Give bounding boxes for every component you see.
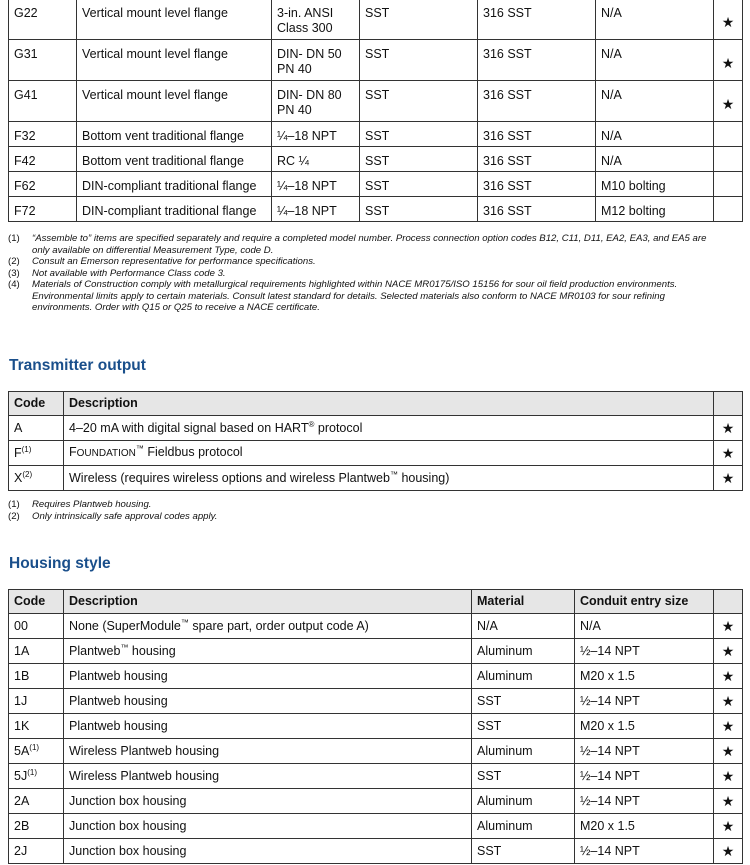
code-text: 5A: [14, 743, 30, 758]
description-cell: Plantweb housing: [64, 714, 472, 739]
flange-table-body: [9, 0, 743, 222]
footnote: [8, 256, 708, 268]
table-row: [9, 441, 743, 466]
footnote: [8, 268, 708, 280]
table-row: [9, 764, 743, 789]
table-row: [9, 639, 743, 664]
material-cell: SST: [360, 40, 478, 81]
material-cell: SST: [472, 839, 575, 864]
material-cell: Aluminum: [472, 814, 575, 839]
material-cell: SST: [360, 197, 478, 222]
star-icon: ★: [714, 839, 743, 864]
output-footnotes: [8, 499, 708, 522]
star-icon: ★: [714, 639, 743, 664]
conduit-cell: ½–14 NPT: [575, 764, 714, 789]
star-icon: ★: [714, 739, 743, 764]
table-row: [9, 739, 743, 764]
col-code-header: Code: [9, 392, 64, 416]
description-cell: 4–20 mA with digital signal based on HART® protocol: [64, 416, 714, 441]
code-cell: [9, 664, 64, 689]
material-cell: Aluminum: [472, 664, 575, 689]
conduit-cell: N/A: [575, 614, 714, 639]
description-cell: Junction box housing: [64, 814, 472, 839]
code-cell: 1A: [9, 639, 64, 664]
table-row: [9, 40, 743, 81]
connection-cell: ¼–18 NPT: [272, 197, 360, 222]
footnote-ref: (1): [29, 742, 40, 752]
transmitter-output-heading: Transmitter output: [9, 357, 146, 374]
material-cell: SST: [360, 122, 478, 147]
material-cell: 316 SST: [478, 197, 596, 222]
table-header-row: [9, 392, 743, 416]
code-text: 2A: [14, 793, 30, 808]
description-cell: Plantweb™ housing: [64, 639, 472, 664]
conduit-cell: M20 x 1.5: [575, 814, 714, 839]
material-cell: N/A: [472, 614, 575, 639]
footnote-number: (3): [8, 267, 20, 279]
star-icon: ★: [714, 764, 743, 789]
code-cell: [9, 764, 64, 789]
footnote-ref: (1): [27, 767, 37, 777]
code-cell: $X^{(2)}$: [9, 466, 64, 491]
conduit-cell: ½–14 NPT: [575, 639, 714, 664]
table-row: [9, 466, 743, 491]
col-conduit-header: Conduit entry size: [575, 590, 714, 614]
star-icon: ★: [714, 814, 743, 839]
description-cell: Plantweb housing: [64, 689, 472, 714]
table-row: [9, 416, 743, 441]
conduit-cell: ½–14 NPT: [575, 689, 714, 714]
code-text: 5J: [14, 768, 28, 783]
code-cell: 00: [9, 614, 64, 639]
housing-style-heading: Housing style: [9, 555, 111, 572]
col-code-header: Code: [9, 590, 64, 614]
code-text: 1J: [14, 693, 28, 708]
footnote: [8, 511, 708, 523]
code-cell: [9, 689, 64, 714]
code-text: 2J: [14, 843, 28, 858]
material-cell: SST: [360, 172, 478, 197]
code-cell: F32: [9, 122, 77, 147]
code-cell: G41: [9, 81, 77, 122]
footnote-text: “Assemble to” items are specified separately and require a completed model number. Process connection option codes B12, C11, D11, EA2, EA3, and EA5 are only available on differential Measurement Type, code D.: [32, 233, 707, 256]
star-icon: ★: [714, 789, 743, 814]
code-cell: F62: [9, 172, 77, 197]
col-description-header: Description: [64, 392, 714, 416]
description-cell: DIN-compliant traditional flange: [77, 172, 272, 197]
material-cell: SST: [472, 764, 575, 789]
option-cell: N/A: [596, 122, 714, 147]
material-cell: Aluminum: [472, 789, 575, 814]
footnote: [8, 233, 708, 256]
material-cell: SST: [360, 81, 478, 122]
footnote-number: (2): [8, 510, 20, 522]
description-cell: Bottom vent traditional flange: [77, 147, 272, 172]
star-icon: [714, 172, 743, 197]
table-row: [9, 839, 743, 864]
table-row: [9, 147, 743, 172]
code-cell: [9, 714, 64, 739]
description-cell: Wireless Plantweb housing: [64, 764, 472, 789]
material-cell: 316 SST: [478, 40, 596, 81]
col-description-header: Description: [64, 590, 472, 614]
star-icon: ★: [714, 40, 743, 81]
star-icon: ★: [714, 416, 743, 441]
description-cell: Plantweb housing: [64, 664, 472, 689]
star-icon: ★: [714, 664, 743, 689]
conduit-cell: M20 x 1.5: [575, 714, 714, 739]
table-row: [9, 789, 743, 814]
table-row: [9, 689, 743, 714]
footnote-text: Requires Plantweb housing.: [32, 499, 152, 510]
description-cell: Bottom vent traditional flange: [77, 122, 272, 147]
material-cell: 316 SST: [478, 172, 596, 197]
footnote-number: (2): [8, 256, 20, 267]
star-icon: [714, 122, 743, 147]
transmitter-output-table: [8, 391, 743, 491]
col-material-header: Material: [472, 590, 575, 614]
housing-table-body: [9, 664, 743, 864]
star-icon: [714, 147, 743, 172]
description-cell: Wireless (requires wireless options and wireless Plantweb™ housing): [64, 466, 714, 491]
option-cell: N/A: [596, 147, 714, 172]
option-cell: N/A: [596, 0, 714, 40]
star-icon: ★: [714, 614, 743, 639]
table-row: [9, 664, 743, 689]
option-cell: M10 bolting: [596, 172, 714, 197]
code-cell: F72: [9, 197, 77, 222]
flange-table: [8, 0, 743, 222]
description-cell: FOUNDATION™ Fieldbus protocol: [64, 441, 714, 466]
connection-cell: RC ¼: [272, 147, 360, 172]
option-cell: M12 bolting: [596, 197, 714, 222]
footnote-text: Not available with Performance Class code 3.: [32, 267, 226, 279]
connection-cell: ¼–18 NPT: [272, 122, 360, 147]
option-cell: N/A: [596, 81, 714, 122]
connection-cell: DIN- DN 50 PN 40: [272, 40, 360, 81]
star-icon: ★: [714, 466, 743, 491]
description-cell: Junction box housing: [64, 839, 472, 864]
table-row: [9, 197, 743, 222]
description-cell: Junction box housing: [64, 789, 472, 814]
option-cell: N/A: [596, 40, 714, 81]
table-header-row: [9, 590, 743, 614]
footnote-text: Only intrinsically safe approval codes apply.: [32, 510, 218, 522]
description-cell: Vertical mount level flange: [77, 81, 272, 122]
table-row: [9, 614, 743, 639]
connection-cell: DIN- DN 80 PN 40: [272, 81, 360, 122]
description-cell: DIN-compliant traditional flange: [77, 197, 272, 222]
table-row: [9, 122, 743, 147]
star-icon: ★: [714, 689, 743, 714]
table-row: [9, 172, 743, 197]
footnote-number: (4): [8, 279, 20, 290]
code-cell: A: [9, 416, 64, 441]
code-cell: F42: [9, 147, 77, 172]
star-icon: ★: [714, 441, 743, 466]
code-text: 1K: [14, 718, 30, 733]
footnote-text: Materials of Construction comply with metallurgical requirements highlighted within NACE MR0175/ISO 15156 for sour oil field production environments. Environmental limits apply to certain materials. Consult latest standard for details. Selected materials also conform to NACE MR0103 for sour refining environments. Order with Q15 or Q25 to receive a NACE certificate.: [32, 279, 678, 313]
material-cell: 316 SST: [478, 122, 596, 147]
table-row: [9, 814, 743, 839]
material-cell: SST: [472, 714, 575, 739]
material-cell: SST: [360, 147, 478, 172]
material-cell: 316 SST: [478, 147, 596, 172]
description-cell: Vertical mount level flange: [77, 0, 272, 40]
flange-footnotes: [8, 233, 708, 314]
footnote: [8, 279, 708, 314]
code-cell: G31: [9, 40, 77, 81]
code-text: 1B: [14, 668, 30, 683]
code-cell: $F^{(1)}$: [9, 441, 64, 466]
material-cell: 316 SST: [478, 0, 596, 40]
description-cell: None (SuperModule™ spare part, order output code A): [64, 614, 472, 639]
code-cell: [9, 839, 64, 864]
star-icon: ★: [714, 0, 743, 40]
table-row: [9, 714, 743, 739]
code-cell: [9, 814, 64, 839]
star-icon: ★: [714, 81, 743, 122]
conduit-cell: M20 x 1.5: [575, 664, 714, 689]
footnote-number: (1): [8, 233, 20, 244]
star-icon: ★: [714, 714, 743, 739]
code-text: 2B: [14, 818, 30, 833]
footnote: [8, 499, 708, 511]
star-icon: [714, 197, 743, 222]
material-cell: SST: [472, 689, 575, 714]
table-row: [9, 0, 743, 40]
material-cell: Aluminum: [472, 639, 575, 664]
code-cell: [9, 789, 64, 814]
material-cell: 316 SST: [478, 81, 596, 122]
description-cell: Vertical mount level flange: [77, 40, 272, 81]
housing-style-table: [8, 589, 743, 864]
conduit-cell: ½–14 NPT: [575, 789, 714, 814]
connection-cell: 3-in. ANSI Class 300: [272, 0, 360, 40]
material-cell: Aluminum: [472, 739, 575, 764]
code-cell: G22: [9, 0, 77, 40]
footnote-text: Consult an Emerson representative for performance specifications.: [32, 256, 316, 267]
material-cell: SST: [360, 0, 478, 40]
connection-cell: ¼–18 NPT: [272, 172, 360, 197]
conduit-cell: ½–14 NPT: [575, 839, 714, 864]
conduit-cell: ½–14 NPT: [575, 739, 714, 764]
footnote-number: (1): [8, 499, 20, 510]
description-cell: Wireless Plantweb housing: [64, 739, 472, 764]
code-cell: [9, 739, 64, 764]
table-row: [9, 81, 743, 122]
